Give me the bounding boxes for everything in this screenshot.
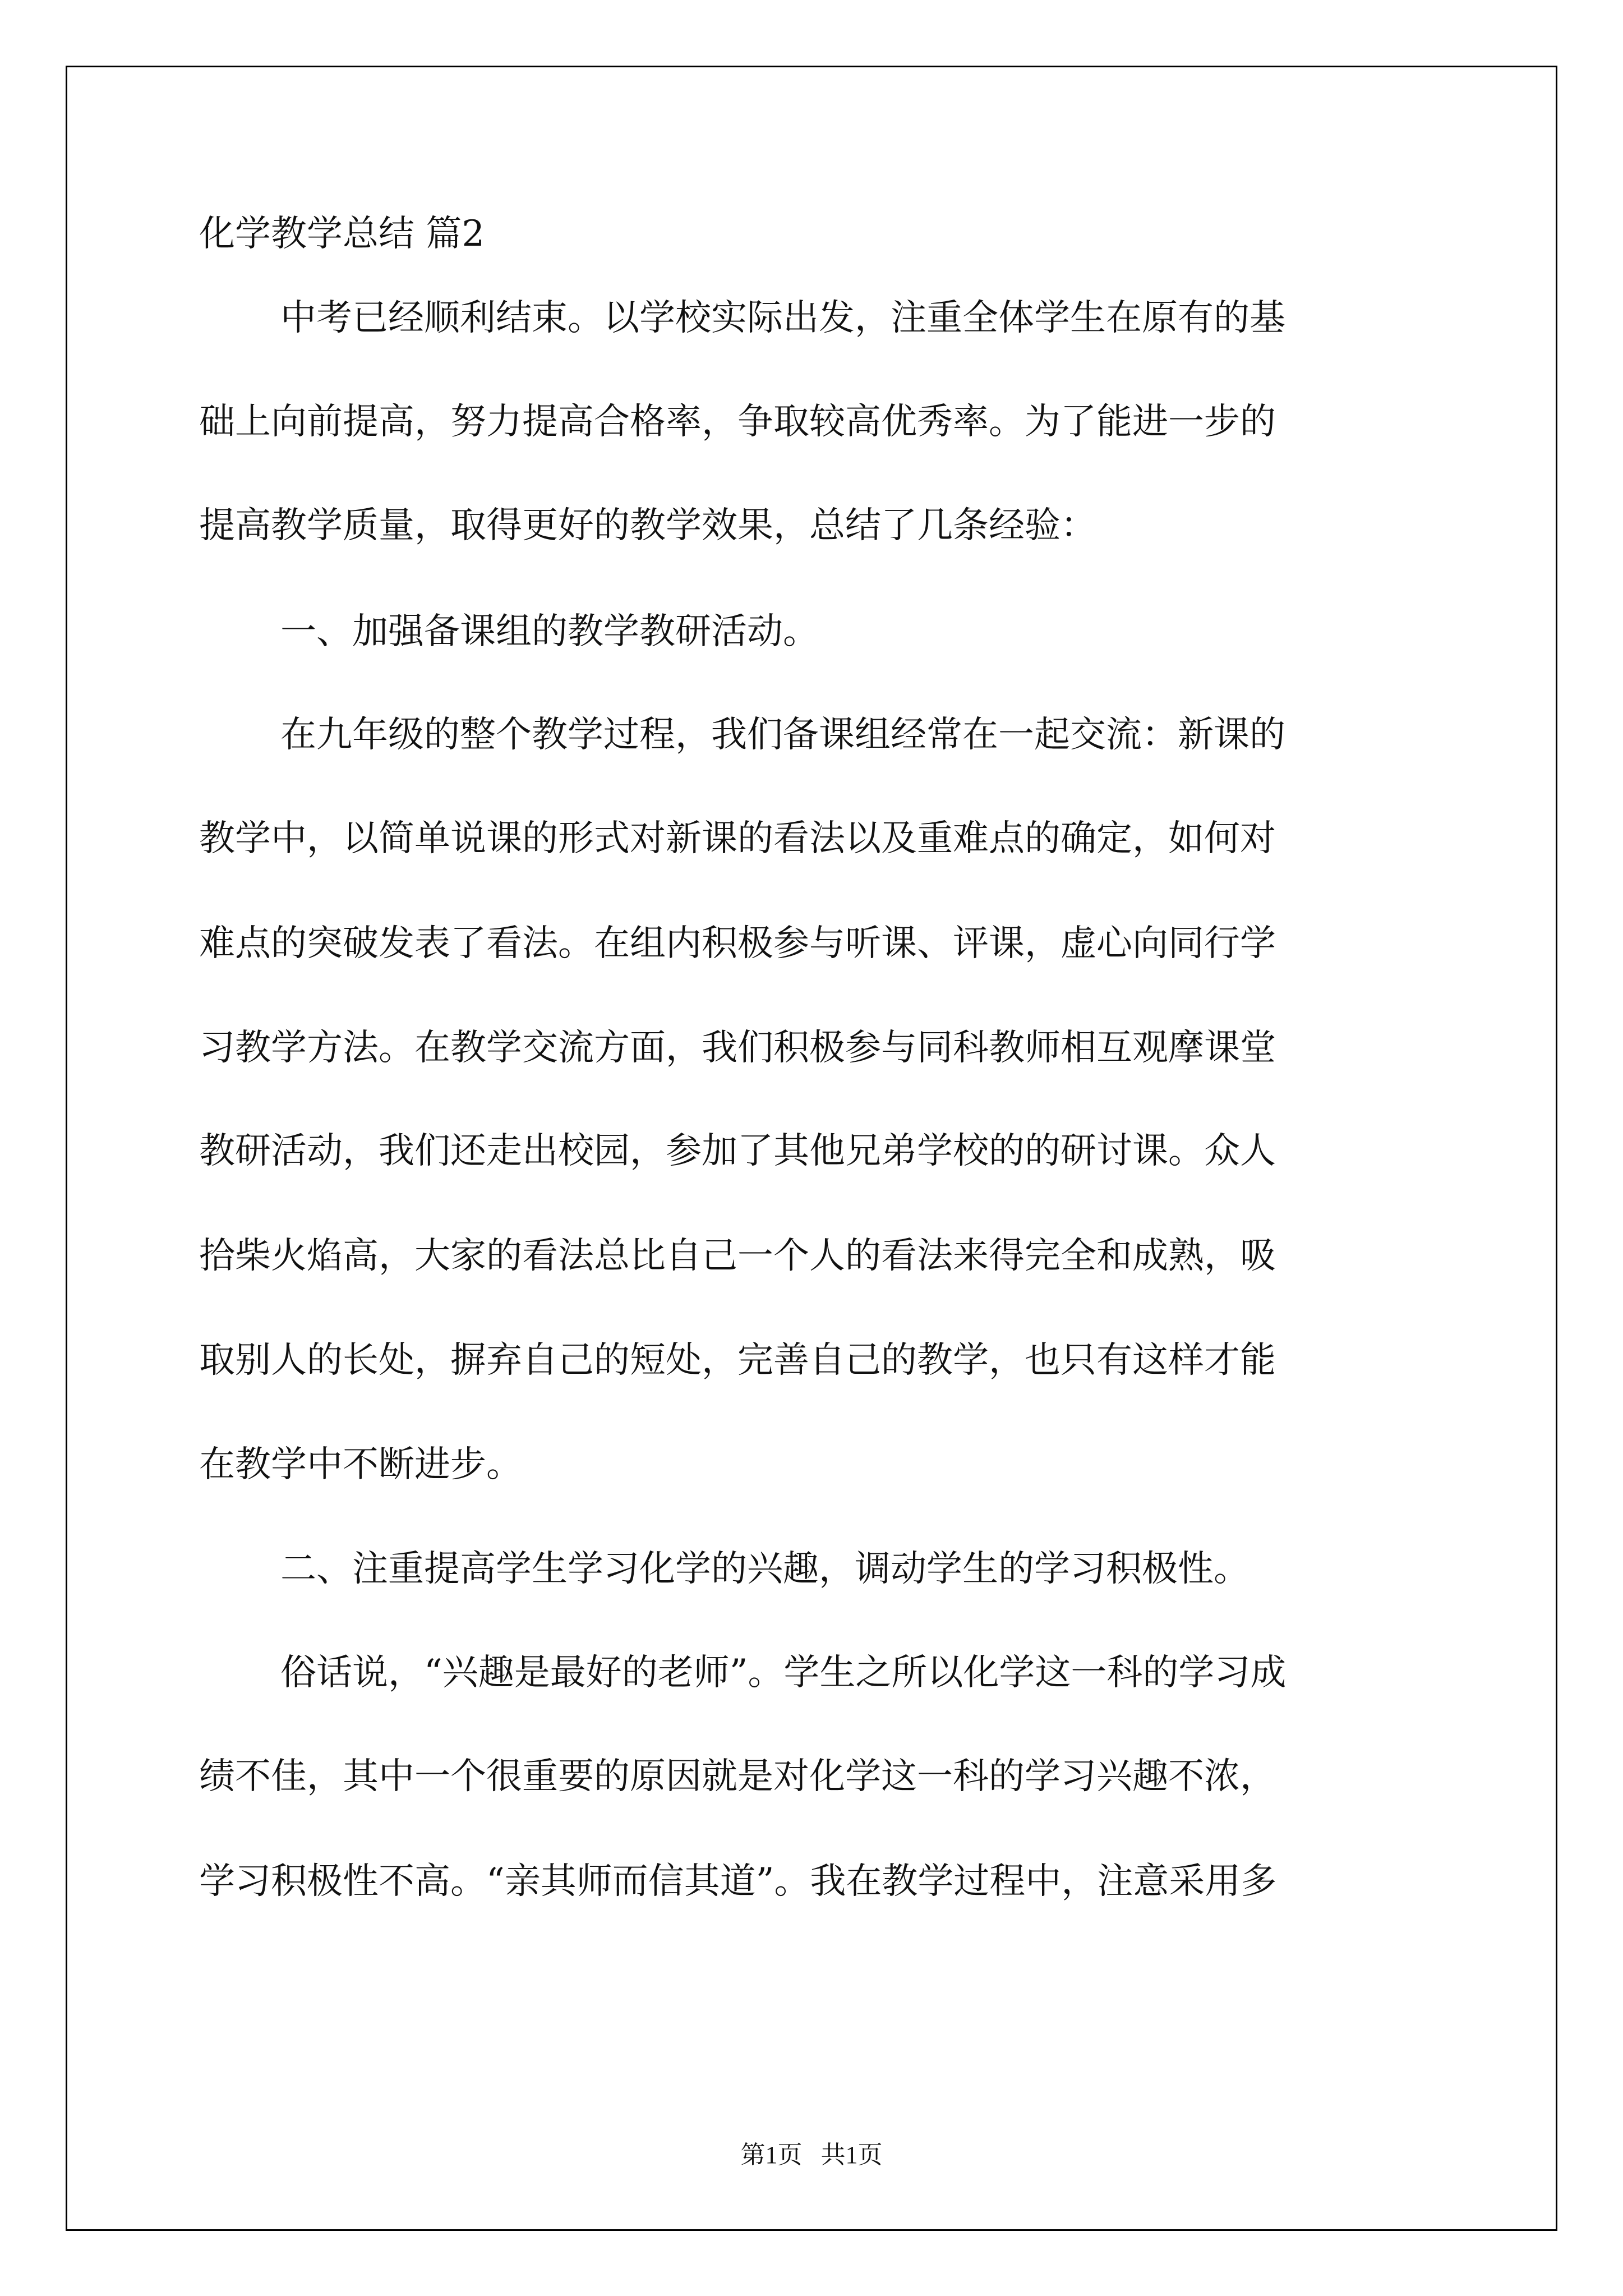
paragraph-line: 教学中，以简单说课的形式对新课的看法以及重难点的确定，如何对 xyxy=(199,818,1276,859)
paragraph-line: 难点的突破发表了看法。在组内积极参与听课、评课，虚心向同行学 xyxy=(199,923,1276,964)
paragraph-line: 在教学中不断进步。 xyxy=(199,1444,522,1485)
page-footer: 第1页 共1页 xyxy=(740,2141,883,2169)
paragraph-line: 提高教学质量，取得更好的教学效果，总结了几条经验： xyxy=(199,505,1096,546)
paragraph-line: 教研活动，我们还走出校园，参加了其他兄弟学校的的研讨课。众人 xyxy=(199,1130,1276,1172)
paragraph-line: 绩不佳，其中一个很重要的原因就是对化学这一科的学习兴趣不浓， xyxy=(199,1756,1276,1797)
paragraph-line: 础上向前提高，努力提高合格率，争取较高优秀率。为了能进一步的 xyxy=(199,401,1276,443)
paragraph-line: 俗话说，“兴趣是最好的老师”。学生之所以化学这一科的学习成 xyxy=(280,1652,1287,1694)
paragraph-line: 学习积极性不高。“亲其师而信其道”。我在教学过程中，注意采用多 xyxy=(199,1861,1277,1902)
paragraph-line: 拾柴火焰高，大家的看法总比自己一个人的看法来得完全和成熟，吸 xyxy=(199,1235,1276,1277)
section-heading: 二、注重提高学生学习化学的兴趣，调动学生的学习积极性。 xyxy=(280,1548,1249,1590)
paragraph-line: 在九年级的整个教学过程，我们备课组经常在一起交流：新课的 xyxy=(280,714,1285,756)
paragraph-line: 习教学方法。在教学交流方面，我们积极参与同科教师相互观摩课堂 xyxy=(199,1027,1276,1069)
section-heading: 一、加强备课组的教学教研活动。 xyxy=(280,611,819,652)
paragraph-line: 中考已经顺利结束。以学校实际出发，注重全体学生在原有的基 xyxy=(280,297,1285,339)
document-title: 化学教学总结 篇2 xyxy=(199,213,485,255)
paragraph-line: 取别人的长处，摒弃自己的短处，完善自己的教学，也只有这样才能 xyxy=(199,1340,1276,1381)
